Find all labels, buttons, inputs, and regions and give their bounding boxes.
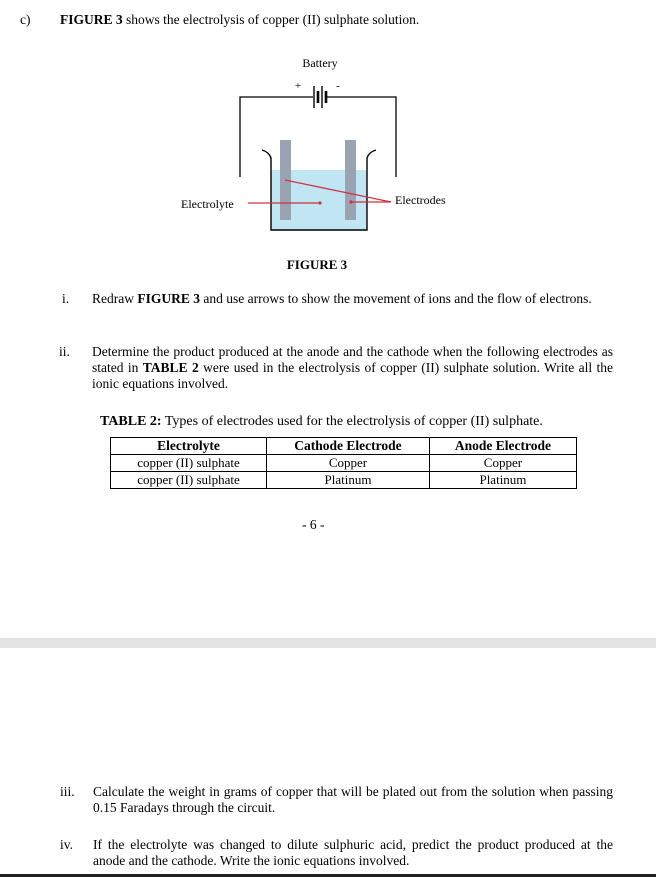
table-cell: Copper [267, 455, 430, 472]
intro-figure-ref: FIGURE 3 [60, 12, 123, 27]
item-iv-text: If the electrolyte was changed to dilute sulphuric acid, predict the product produced at the anode and the cathode. Write the ionic equations involved. [93, 837, 613, 868]
electrolysis-diagram [170, 52, 470, 287]
battery-icon [314, 86, 326, 108]
table-caption: TABLE 2: Types of electrodes used for the electrolysis of copper (II) sulphate. [100, 414, 543, 429]
figure-caption: FIGURE 3 [286, 257, 348, 272]
pointer-dot [318, 201, 321, 204]
anode-electrode [345, 140, 356, 220]
electrolyte-label: Electrolyte [181, 197, 234, 211]
battery-label: Battery [302, 56, 338, 70]
exam-page-7 [0, 648, 656, 877]
electrodes-table [110, 437, 577, 489]
table-cell: copper (II) sulphate [111, 472, 267, 489]
table-row [111, 472, 577, 489]
item-number: i. [62, 291, 70, 306]
table-cell: Platinum [267, 472, 430, 489]
table-cell: Copper [429, 455, 576, 472]
electrodes-label: Electrodes [395, 193, 446, 207]
item-number: iii. [60, 784, 75, 799]
table-row [111, 455, 577, 472]
question-label: c) [20, 12, 31, 27]
page-number: - 6 - [302, 517, 325, 532]
circuit-wire [240, 97, 396, 177]
table-cell: Platinum [429, 472, 576, 489]
table-cell: copper (II) sulphate [111, 455, 267, 472]
table-header-cell: Cathode Electrode [267, 438, 430, 455]
battery-plus-sign: + [294, 80, 302, 92]
table-header-row [111, 438, 577, 455]
item-i-text: Redraw FIGURE 3 and use arrows to show the movement of ions and the flow of electrons. [92, 291, 592, 306]
table-header-cell: Anode Electrode [429, 438, 576, 455]
intro-text: shows the electrolysis of copper (II) sulphate solution. [122, 12, 420, 27]
item-number: iv. [60, 837, 73, 852]
item-number: ii. [59, 344, 70, 359]
question-intro [60, 12, 419, 28]
pointer-dot [349, 200, 352, 203]
battery-minus-sign: - [336, 80, 340, 92]
table-header-cell: Electrolyte [111, 438, 267, 455]
item-ii-text: Determine the product produced at the anode and the cathode when the following electrodes as stated in TABLE 2 were used in the electrolysis of copper (II) sulphate solution. Write all the ionic equations involved. [92, 344, 614, 391]
item-iii-text: Calculate the weight in grams of copper that will be plated out from the solution when passing 0.15 Faradays through the circuit. [93, 784, 613, 815]
page-separator [0, 638, 656, 648]
